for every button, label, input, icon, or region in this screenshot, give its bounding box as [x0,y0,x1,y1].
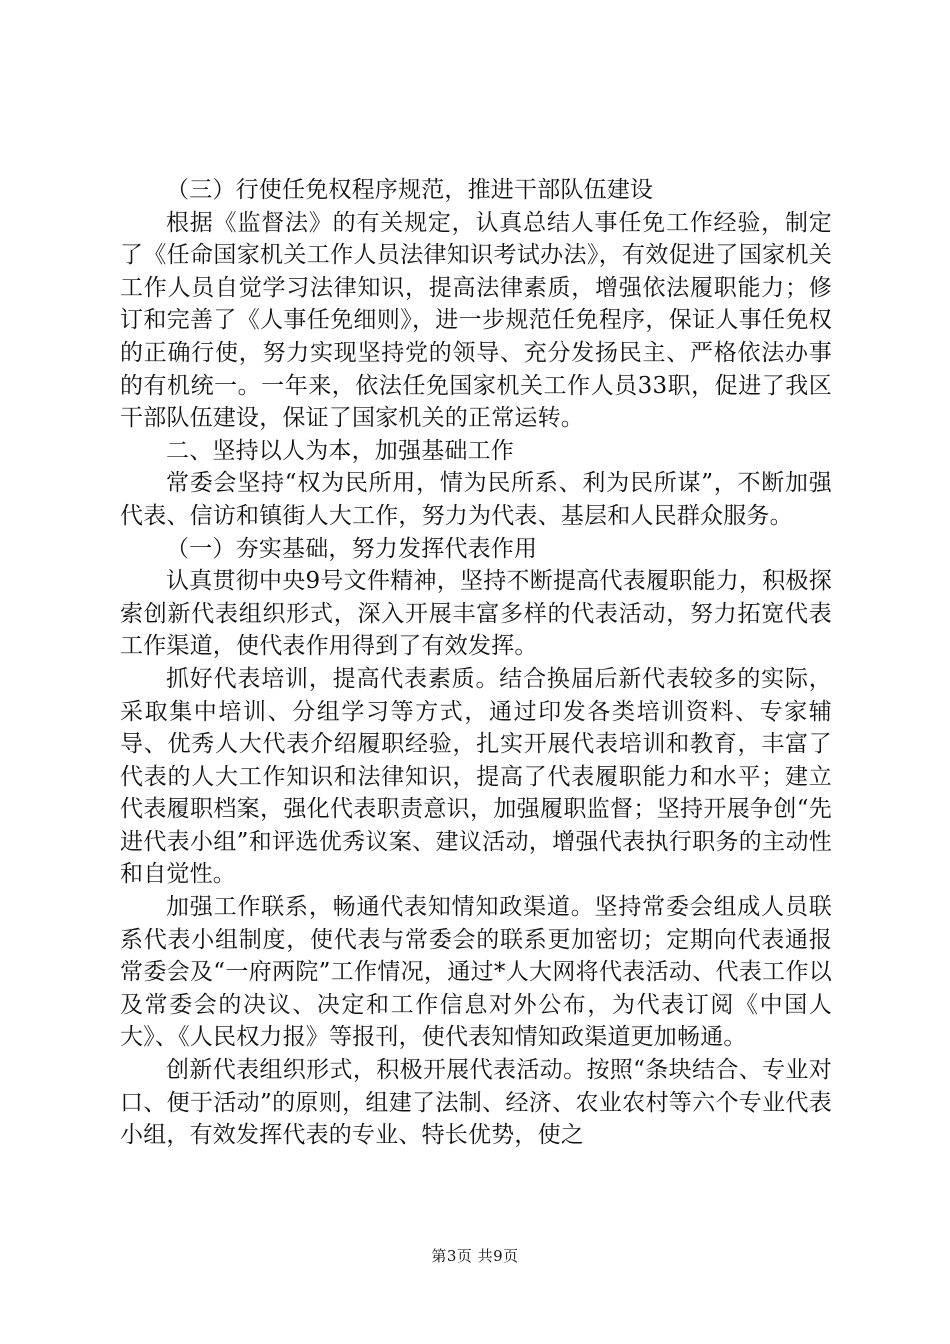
document-body [120,174,832,1152]
section-heading-people-oriented: 二、坚持以人为本，加强基础工作 [166,437,514,464]
paragraph-deputies-contact: 加强工作联系，畅通代表知情知政渠道。坚持常委会组成人员联系代表小组制度，使代表与常委会的联系更加密切；定期向代表通报常委会及“一府两院”工作情况，通过*人大网将代表活动、代表工作以及常委会的决议、决定和工作信息对外公布，为代表订阅《中国人大》、《人民权力报》等报刊，使代表知情知政渠道更加畅通。 [120,894,832,1051]
paragraph-people-oriented: 常委会坚持“权为民所用，情为民所系、利为民所谋”，不断加强代表、信访和镇街人大工作，努力为代表、基层和人民群众服务。 [120,470,832,529]
paragraph-deputies-organization: 创新代表组织形式，积极开展代表活动。按照“条块结合、专业对口、便于活动”的原则，组建了法制、经济、农业农村等六个专业代表小组，有效发挥代表的专业、特长优势，使之 [120,1057,832,1149]
paragraph-deputies-training: 抓好代表培训，提高代表素质。结合换届后新代表较多的实际，采取集中培训、分组学习等方式，通过印发各类培训资料、专家辅导、优秀人大代表介绍履职经验，扎实开展代表培训和教育，丰富了代表的人大工作知识和法律知识，提高了代表履职能力和水平；建立代表履职档案，强化代表职责意识，加强履职监督；坚持开展争创“先进代表小组”和评选优秀议案、建议活动，增强代表执行职务的主动性和自觉性。 [120,665,832,888]
section-heading-deputies: （一）夯实基础，努力发挥代表作用 [166,535,538,562]
paragraph-appointment: 根据《监督法》的有关规定，认真总结人事任免工作经验，制定了《任命国家机关工作人员法律知识考试办法》，有效促进了国家机关工作人员自觉学习法律知识，提高法律素质，增强依法履职能力；修订和完善了《人事任免细则》，进一步规范任免程序，保证人事任免权的正确行使，努力实现坚持党的领导、充分发扬民主、严格依法办事的有机统一。一年来，依法任免国家机关工作人员33职，促进了我区干部队伍建设，保证了国家机关的正常运转。 [120,209,832,432]
paragraph-deputies-intro: 认真贯彻中央9号文件精神，坚持不断提高代表履职能力，积极探索创新代表组织形式，深入开展丰富多样的代表活动，努力拓宽代表工作渠道，使代表作用得到了有效发挥。 [120,568,832,660]
section-heading-appointment: （三）行使任免权程序规范，推进干部队伍建设 [166,177,654,203]
page-number-footer: 第3页 共9页 [431,1247,519,1265]
